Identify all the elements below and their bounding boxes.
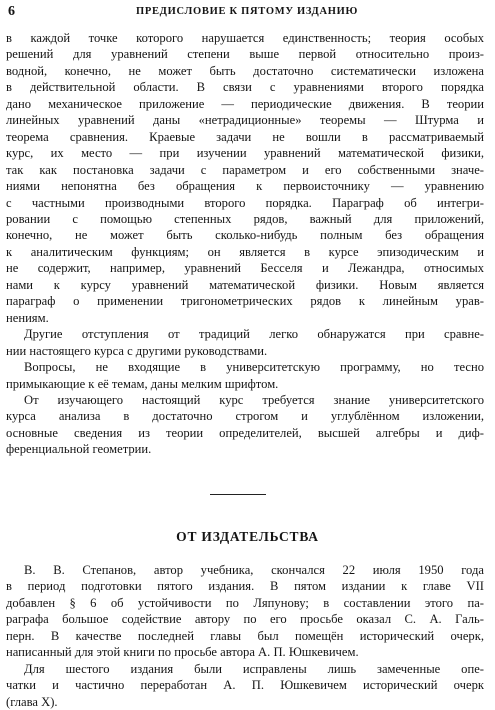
text-line: примыкающие к её темам, даны мелким шрифтом. [6, 376, 279, 391]
text-line: теорема сравнения. Краевые задачи не вошли в рассматриваемый [6, 129, 484, 144]
text-line: Для шестого издания были исправлены лишь замеченные опе- [24, 661, 484, 676]
text-line: нии настоящего курса с другими руководствами. [6, 343, 268, 358]
text-line: параграф о применении тригонометрических рядов к линейным урав- [6, 294, 484, 309]
section-divider [210, 494, 266, 495]
running-header [8, 4, 486, 22]
text-line: нениям. [6, 310, 49, 325]
text-line: курс, их место — при изучении уравнений математической физики, [6, 146, 484, 161]
page-number: 6 [8, 4, 15, 19]
text-line: нами к курсу уравнений математической физики. Новым является [6, 277, 484, 292]
text-line: ровании с помощью степенных рядов, важный для приложений, [6, 211, 484, 226]
text-line: раграфа большое содействие автору по его просьбе оказал С. А. Галь- [6, 612, 484, 627]
text-line: не содержит, например, уравнений Бесселя и Лежандра, относимых [6, 261, 484, 276]
text-line: решений для уравнений степени выше первой относительно произ- [6, 47, 484, 62]
text-line: в период подготовки пятого издания. В пятом издании к главе VII [6, 579, 484, 594]
text-line: водной, конечно, не может быть достаточно систематически изложена [6, 63, 484, 78]
text-line: В. В. Степанов, автор учебника, скончался 22 июля 1950 года [24, 563, 484, 577]
main-text [6, 30, 484, 458]
text-line: ниями непонятна без обращения к первоисточнику — уравнению [6, 179, 484, 194]
text-line: так как постановка задачи с параметром и его собственными значе- [6, 162, 484, 177]
running-title: ПРЕДИСЛОВИЕ К ПЯТОМУ ИЗДАНИЮ [136, 6, 358, 17]
text-line: перн. В качестве последней главы был помещён исторический очерк, [6, 628, 484, 643]
text-line: добавлен § 6 об устойчивости по Ляпунову; в составлении этого па- [6, 595, 484, 610]
text-line: основные сведения из теории определителей, высшей алгебры и диф- [6, 425, 484, 440]
text-line: От изучающего настоящий курс требуется знание университетского [24, 392, 484, 407]
text-line: Вопросы, не входящие в университетскую программу, но тесно [24, 360, 484, 375]
text-line: в действительной области. В связи с уравнениями второго порядка [6, 80, 484, 95]
text-line: к аналитическим функциям; он является в курсе эпизодическим и [6, 244, 484, 259]
text-line: конечно, не может быть сколько-нибудь полным без обращения [6, 228, 484, 243]
section-heading: ОТ ИЗДАТЕЛЬСТВА [176, 529, 319, 544]
text-line: чатки и частично переработан А. П. Юшкевичем исторический очерк [6, 678, 484, 693]
publisher-note [6, 562, 484, 710]
text-line: дано механическое приложение — периодические движения. В теории [6, 96, 484, 111]
text-line: с частными производными второго порядка. Параграф об интегри- [6, 195, 484, 210]
text-line: (глава X). [6, 694, 58, 709]
text-line: написанный для этой книги по просьбе автора А. П. Юшкевичем. [6, 645, 359, 660]
text-line: курса анализа в достаточно строгом и углублённом изложении, [6, 409, 484, 424]
text-line: линейных уравнений даны «нетрадиционные» теоремы — Штурма и [6, 113, 484, 128]
text-line: в каждой точке которого нарушается единственность; теория особых [6, 31, 484, 45]
text-line: Другие отступления от традиций легко обнаружатся при сравне- [24, 327, 484, 342]
text-line: ференциальной геометрии. [6, 442, 152, 457]
